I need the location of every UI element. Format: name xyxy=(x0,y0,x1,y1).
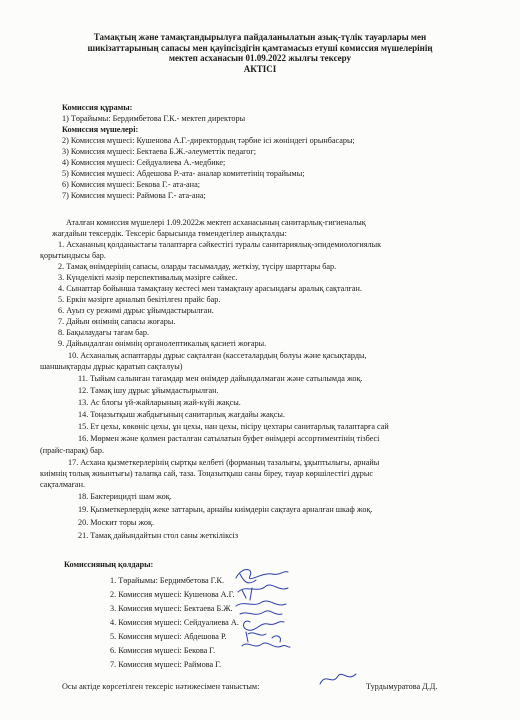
handwritten-signatures xyxy=(232,564,292,654)
finding-item: 16. Мөрмен және қолмен расталған сатылатын буфет өнімдері ассортиментінің тізбесі xyxy=(78,434,380,443)
finding-item: 9. Дайындалған өнімнің органолептикалық қасиеті жоғары. xyxy=(58,339,267,348)
finding-item: 8. Бақылаудағы тағам бар. xyxy=(58,328,150,337)
signature-line: 2. Комиссия мүшесі: Кушенова А.Г. xyxy=(110,590,235,599)
signature-line: 3. Комиссия мүшесі: Бектаева Б.Ж. xyxy=(110,604,233,613)
finding-item: 17. Асхана қызметкерлерінің сыртқы келбеті (форманың тазалығы, ұқыптылығы, арнайы xyxy=(68,458,380,467)
finding-item: 19. Қызметкерлердің жеке заттарын, арнайы киімдерін сақтауға арналған шкаф жоқ. xyxy=(78,505,373,514)
commission-members-title: Комиссия мүшелері: xyxy=(62,125,139,134)
finding-item: 21. Тамақ дайындайтын стол саны жеткіліксіз xyxy=(78,531,239,540)
finding-item: 2. Тамақ өнімдерінің сапасы, оларды тасымалдау, жеткізу, түсіру шарттары бар. xyxy=(58,262,337,271)
finding-item: 6. Ауыз су режимі дұрыс ұйымдастырылған. xyxy=(58,306,214,315)
header-line: Тамақтың және тамақтандырылуға пайдаланылатын азық-түлік тауарлары мен xyxy=(93,32,427,42)
commission-member: 7) Комиссия мүшесі: Раймова Г.- ата-ана; xyxy=(62,191,206,200)
finding-item: 15. Ет цехы, көкөніс цехы, ұн цехы, нан цехы, пісіру цехтары санитарлық талаптарға сай xyxy=(78,422,389,431)
commission-member: 5) Комиссия мүшесі: Абдешова Р.-ата- аналар комитетінің төрайымы; xyxy=(62,169,305,178)
finding-item: киімнің толық жиынтығы) талапқа сай, таза. Тоңазытқыш саны біреу, тауар көршілестігі дұрыс xyxy=(40,469,373,478)
commission-member: 4) Комиссия мүшесі: Сейдуалиева А.-медбике; xyxy=(62,158,226,167)
finding-item: 20. Москит торы жоқ. xyxy=(78,518,155,527)
commission-member: 3) Комиссия мүшесі: Бектаева Б.Ж.-әлеуметтік педагог; xyxy=(62,147,256,156)
intro-line: жағдайын тексердік. Тексеріс барысында төмендегілер анықталды: xyxy=(52,229,287,238)
finding-item: 1. Асхананың қолданыстағы талаптарға сәйкестігі туралы санитариялық-эпидемиологиялык xyxy=(58,240,382,249)
signature-line: 5. Комиссия мүшесі: Абдешова Р. xyxy=(110,632,227,641)
header-act-title: АКТІСІ xyxy=(243,63,277,74)
document-header xyxy=(40,32,480,74)
footer-signature xyxy=(318,666,358,690)
signatures-title: Комиссияның қолдары: xyxy=(64,560,154,569)
finding-item: 10. Асханалық аспаптарды дұрыс сақталған (кассеталардың болуы және қасықтарды, xyxy=(68,351,367,360)
footer-name: Турдымуратова Д.Д. xyxy=(366,682,438,691)
intro-line: Аталған комиссия мүшелері 1.09.2022ж мектеп асханасының санитарлық-гигиеналық xyxy=(66,218,366,227)
finding-item: 13. Ас блогы үй-жайларының жай-күйі жақсы. xyxy=(78,398,241,407)
header-line: мектеп асханасын 01.09.2022 жылғы тексеру xyxy=(168,53,352,64)
commission-title: Комиссия құрамы: xyxy=(62,103,133,112)
finding-item: шаншықтарды дұрыс қаратып сақталуы) xyxy=(40,362,183,371)
signature-line: 6. Комиссия мүшесі: Бекова Г. xyxy=(110,646,216,655)
finding-item: 3. Күнделікті мәзір перспективалық мәзірге сәйкес. xyxy=(58,273,238,282)
finding-item: 14. Тоңазытқыш жабдығының санитарлық жағдайы жақсы. xyxy=(78,410,285,419)
commission-member: 2) Комиссия мүшесі: Кушенова А.Г.-директордың тәрбие ісі жөніндегі орынбасары; xyxy=(62,136,355,145)
finding-item: 11. Тыйым салынған тағамдар мен өнімдер дайындалмаған және сатылымда жоқ. xyxy=(78,374,363,383)
signature-line: 4. Комиссия мүшесі: Сейдуалиева А. xyxy=(110,618,239,627)
commission-member: 6) Комиссия мүшесі: Бекова Г.- ата-ана; xyxy=(62,180,200,189)
finding-item: қорытындысы бар. xyxy=(40,251,106,260)
finding-item: 18. Бактерицидті шам жоқ. xyxy=(78,492,172,501)
finding-item: 12. Тамақ ішу дұрыс ұйымдастырылған. xyxy=(78,386,219,395)
finding-item: 4. Сынаптар бойынша тамақтану кестесі мен тамақтану арасындағы аралық сақталған. xyxy=(58,284,362,293)
commission-chair: 1) Төрайымы: Бердимбетова Г.К.- мектеп директоры xyxy=(62,114,246,123)
finding-item: (прайс-парақ) бар. xyxy=(40,446,105,455)
header-line: шикізаттарының сапасы мен қауіпсіздігін қамтамасыз етуші комиссия мүшелерінің xyxy=(87,42,433,53)
finding-item: 5. Еркін мәзірге арналып бекітілген прайс бар. xyxy=(58,295,221,304)
footer-acknowledgment: Осы актіде көрсетілген тексеріс нәтижесімен таныстым: xyxy=(62,682,260,691)
finding-item: 7. Дайын өнімнің сапасы жоғары. xyxy=(58,317,176,326)
signature-line: 7. Комиссия мүшесі: Раймова Г. xyxy=(110,660,221,669)
finding-item: сақталмаған. xyxy=(40,480,85,489)
signature-line: 1. Төрайымы: Бердимбетова Г.К. xyxy=(110,576,225,585)
